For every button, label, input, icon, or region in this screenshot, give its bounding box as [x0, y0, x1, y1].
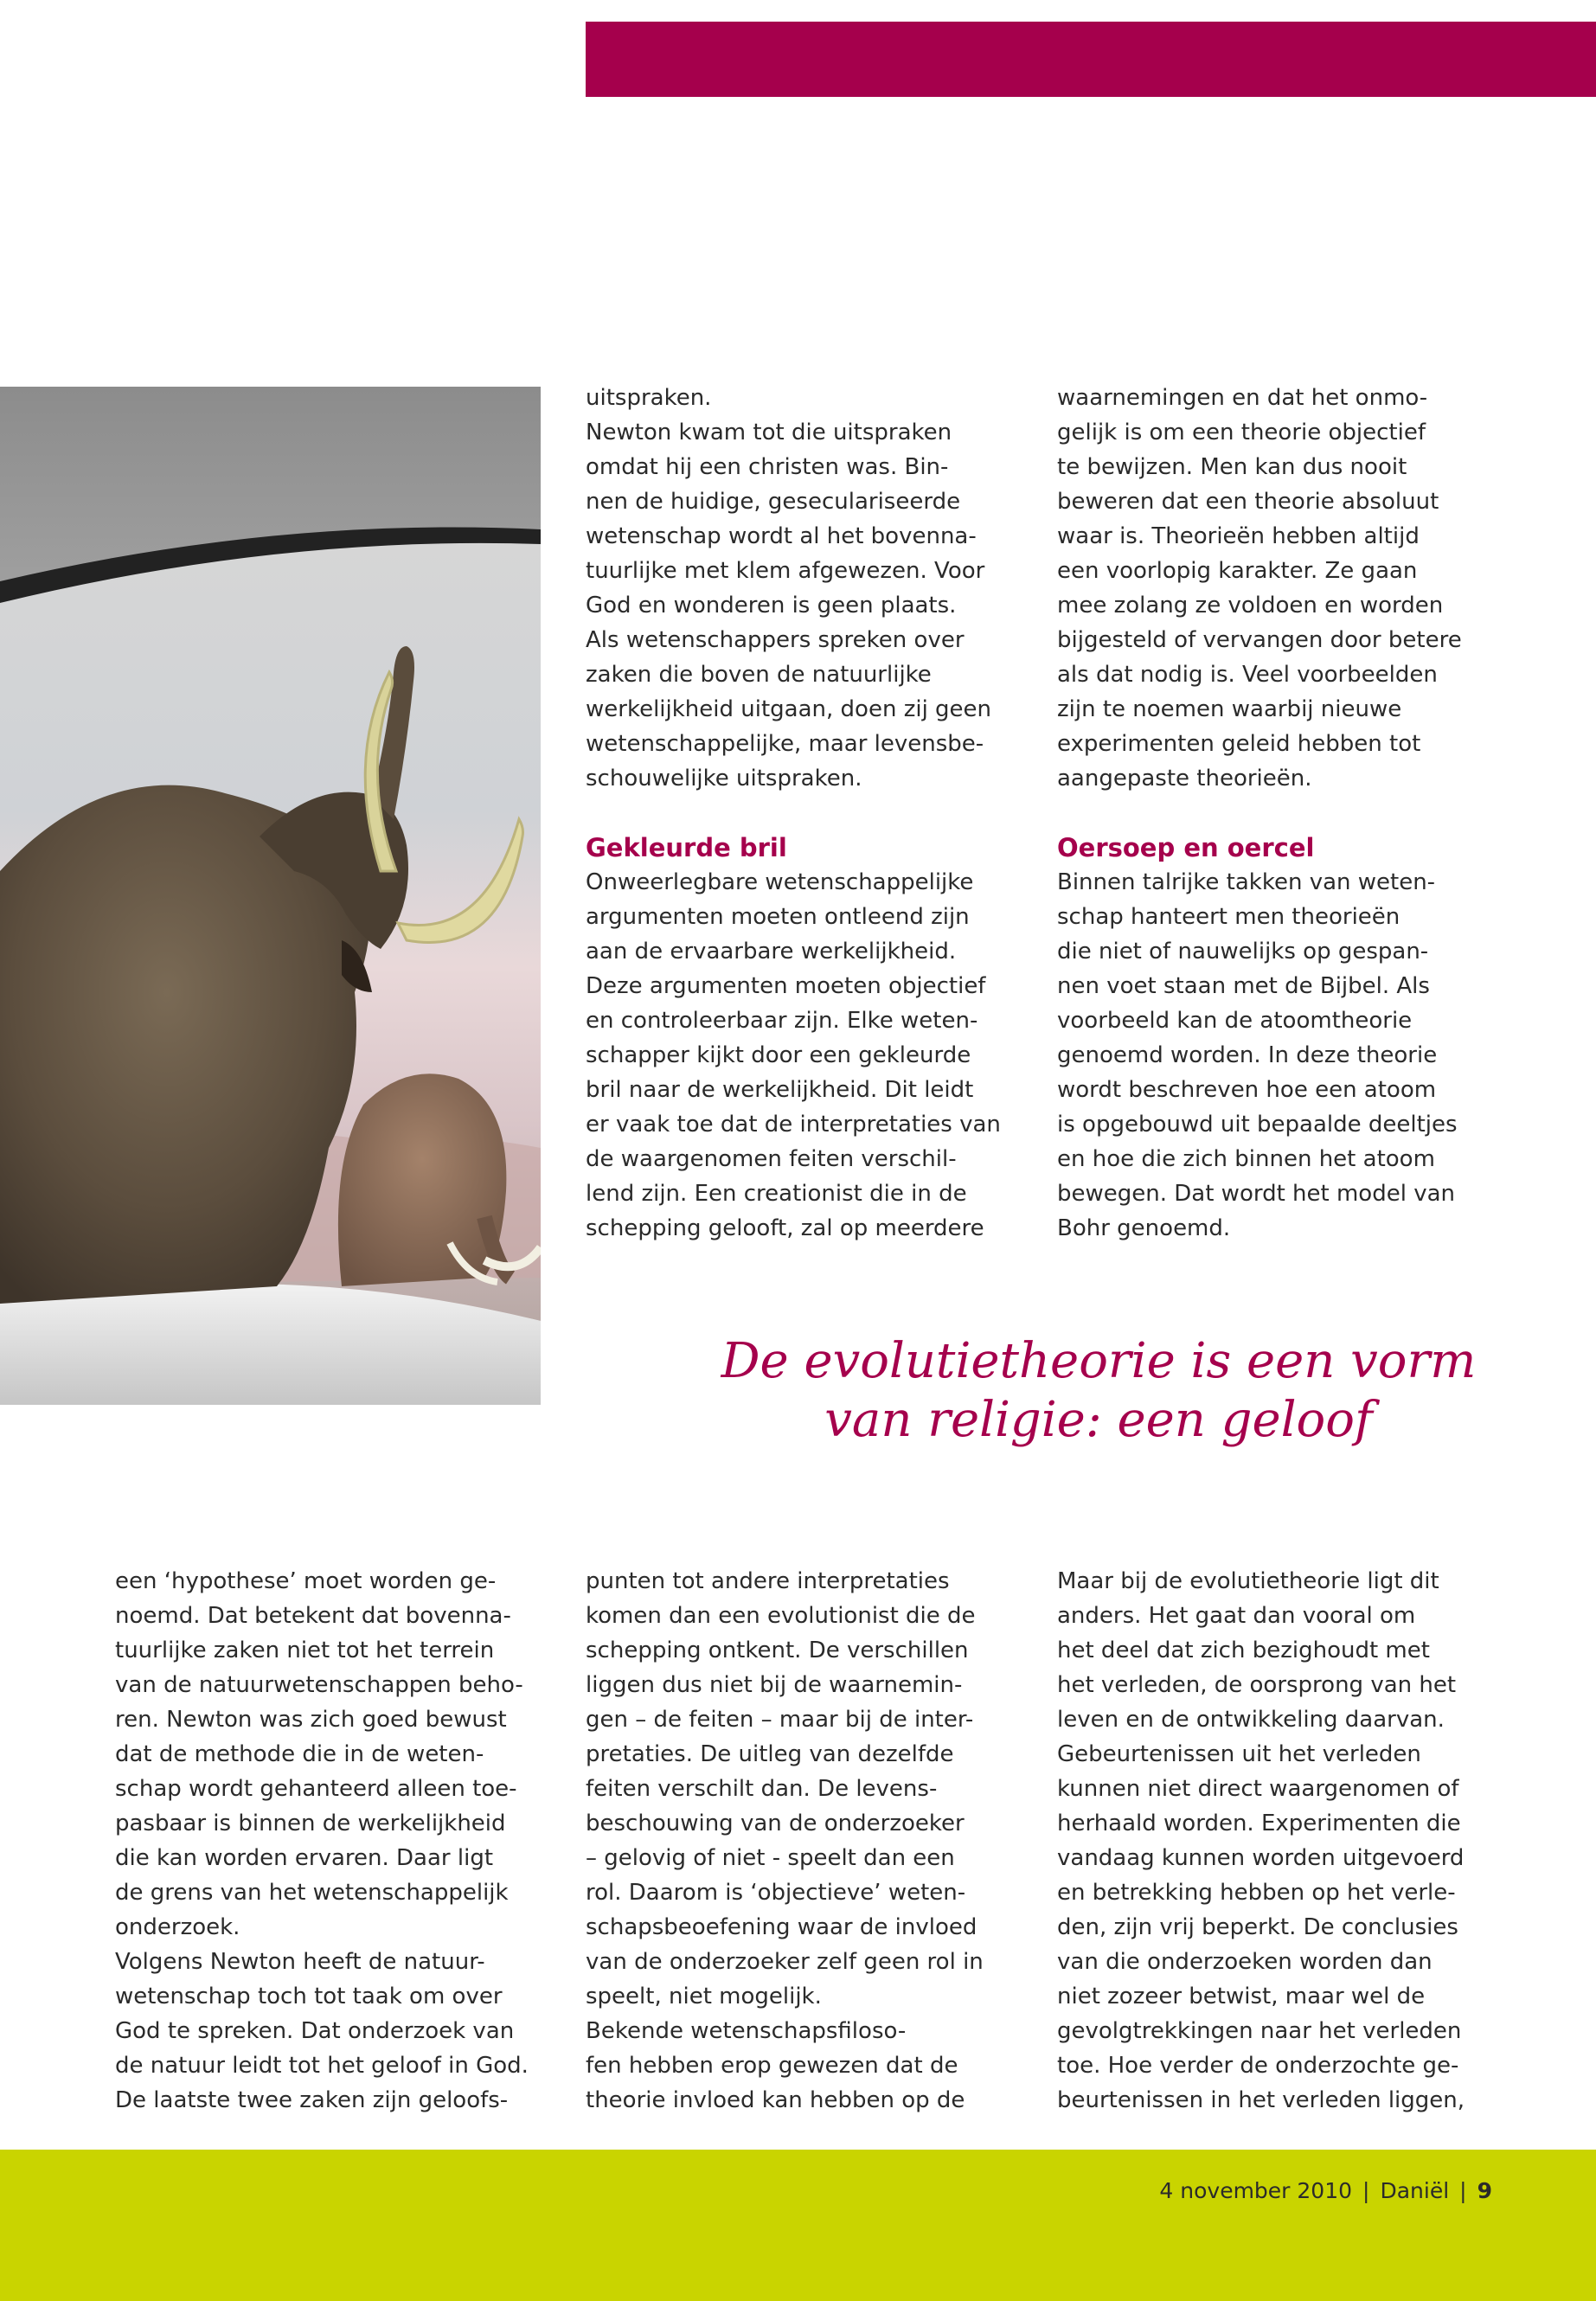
upper-right-paragraph-1: waarnemingen en dat het onmo- gelijk is om een theorie objectief te bewijzen. Men kan dus nooit beweren dat een theorie absoluut waar is. Theorieën hebben altijd een voorlopig karakter. Ze gaan mee zolang ze voldoen en worden bijgesteld of vervangen door betere als dat nodig is. Veel voorbeelden zijn te noemen waarbij nieuwe experimenten geleid hebben tot aangepaste theorieën. [1057, 385, 1462, 792]
footer-separator: | [1362, 2178, 1370, 2203]
page-number: 9 [1477, 2178, 1492, 2203]
heading-oersoep-en-oercel: Oersoep en oercel [1057, 833, 1315, 862]
lower-middle-paragraph: punten tot andere interpretaties komen dan een evolutionist die de schepping ontkent. De verschillen liggen dus niet bij de waarnemin- gen – de feiten – maar bij de inter- pretaties. De uitleg van dezelfde feiten verschilt dan. De levens- beschouwing van de onderzoeker – gelovig of niet - speelt dan een rol. Daarom is ‘objectieve’ weten- schapsbeoefening waar de invloed van de onderzoeker zelf geen rol in speelt, niet mogelijk. Bekende wetenschapsfiloso- fen hebben erop gewezen dat de theorie invloed kan hebben op de [586, 1568, 984, 2113]
upper-right-paragraph-2: Binnen talrijke takken van weten- schap hanteert men theorieën die niet of nauwelijks op gespan- nen voet staan met de Bijbel. Als voorbeeld kan de atoomtheorie genoemd worden. In deze theorie wordt beschreven hoe een atoom is opgebouwd uit bepaalde deeltjes en hoe die zich binnen het atoom bewegen. Dat wordt het model van Bohr genoemd. [1057, 869, 1458, 1241]
lower-left-paragraph: een ‘hypothese’ moet worden ge- noemd. Dat betekent dat bovenna- tuurlijke zaken niet tot het terrein van de natuurwetenschappen beho- ren. Newton was zich goed bewust dat de methode die in de weten- schap wordt gehanteerd alleen toe- pasbaar is binnen de werkelijkheid die kan worden ervaren. Daar ligt de grens van het wetenschappelijk onderzoek. Volgens Newton heeft de natuur- wetenschap toch tot taak om over God te spreken. Dat onderzoek van de natuur leidt tot het geloof in God. De laatste twee zaken zijn geloofs- [115, 1568, 529, 2113]
upper-column-right [1057, 381, 1481, 1246]
footer-publication: Daniël [1380, 2178, 1450, 2203]
footer-separator-2: | [1459, 2178, 1467, 2203]
heading-gekleurde-bril: Gekleurde bril [586, 833, 787, 862]
upper-middle-paragraph-2: Onweerlegbare wetenschappelijke argumenten moeten ontleend zijn aan de ervaarbare werkelijkheid. Deze argumenten moeten objectief en controleerbaar zijn. Elke weten- schapper kijkt door een gekleurde bril naar de werkelijkheid. Dit leidt er vaak toe dat de interpretaties van de waargenomen feiten verschil- lend zijn. Een creationist die in de schepping gelooft, zal op meerdere [586, 869, 1001, 1241]
footer-line [1159, 2178, 1492, 2203]
header-accent-bar [586, 22, 1596, 97]
lower-column-right [1057, 1564, 1481, 2118]
mammoth-photo [0, 387, 541, 1405]
pull-quote: De evolutietheorie is een vorm van religie: een geloof [721, 1333, 1477, 1448]
lower-column-left [115, 1564, 539, 2118]
upper-middle-paragraph-1: uitspraken. Newton kwam tot die uitspraken omdat hij een christen was. Bin- nen de huidige, geseculariseerde wetenschap wordt al het bovenna- tuurlijke met klem afgewezen. Voor God en wonderen is geen plaats. Als wetenschappers spreken over zaken die boven de natuurlijke werkelijkheid uitgaan, doen zij geen wetenschappelijke, maar levensbe- schouwelijke uitspraken. [586, 385, 992, 792]
lower-right-paragraph: Maar bij de evolutietheorie ligt dit anders. Het gaat dan vooral om het deel dat zich bezighoudt met het verleden, de oorsprong van het leven en de ontwikkeling daarvan. Gebeurtenissen uit het verleden kunnen niet direct waargenomen of herhaald worden. Experimenten die vandaag kunnen worden uitgevoerd en betrekking hebben op het verle- den, zijn vrij beperkt. De conclusies van die onderzoeken worden dan niet zozeer betwist, maar wel de gevolgtrekkingen naar het verleden toe. Hoe verder de onderzochte ge- beurtenissen in het verleden liggen, [1057, 1568, 1465, 2113]
lower-column-middle [586, 1564, 1010, 2118]
footer-bar [0, 2150, 1596, 2301]
upper-column-middle [586, 381, 1010, 1246]
footer-date: 4 november 2010 [1159, 2178, 1353, 2203]
